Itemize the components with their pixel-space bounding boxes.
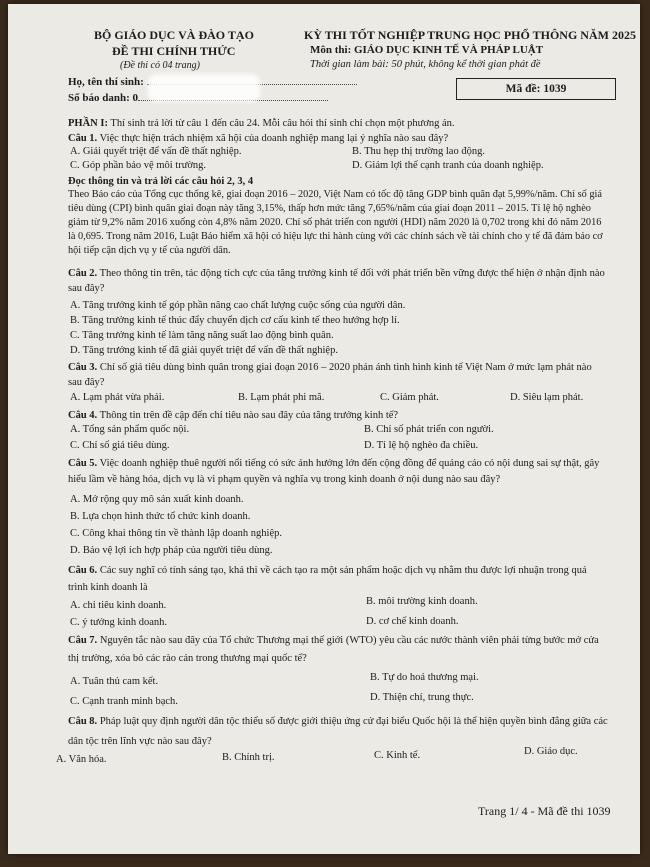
candidate-id-label: Số báo danh: 0 bbox=[68, 92, 328, 104]
q7-stem: Câu 7. Nguyên tắc nào sau đây của Tổ chức Thương mại thế giới (WTO) yêu cầu các nước thành viên phải từng bước mở cửa thị trường, xóa bỏ các rào cản trong thương mại quốc tế? bbox=[68, 635, 599, 664]
q7-option-d[interactable]: D. Thiện chí, trung thực. bbox=[370, 692, 474, 703]
q3-option-b[interactable]: B. Lạm phát phi mã. bbox=[238, 392, 325, 403]
page-count-note: (Đề thi có 04 trang) bbox=[120, 60, 200, 71]
q4-option-a[interactable]: A. Tổng sản phẩm quốc nội. bbox=[70, 424, 190, 435]
q2-stem: Câu 2. Theo thông tin trên, tác động tích cực của tăng trưởng kinh tế đối với phát triển bền vững được thể hiện ở nhận định nào sau đây? bbox=[68, 268, 605, 294]
q6-option-c[interactable]: C. ý tưởng kinh doanh. bbox=[70, 617, 167, 628]
q5-option-c[interactable]: C. Công khai thông tin về thành lập doanh nghiệp. bbox=[70, 528, 283, 539]
q1-stem: Câu 1. Việc thực hiện trách nhiệm xã hội của doanh nghiệp mang lại ý nghĩa nào sau đây? bbox=[68, 133, 449, 144]
q3-option-a[interactable]: A. Lạm phát vừa phải. bbox=[70, 392, 165, 403]
q5-option-a[interactable]: A. Mở rộng quy mô sản xuất kinh doanh. bbox=[70, 494, 244, 505]
redacted-area bbox=[148, 74, 260, 102]
q8-option-b[interactable]: B. Chính trị. bbox=[222, 752, 275, 763]
passage-heading: Đọc thông tin và trả lời các câu hỏi 2, 3, 4 bbox=[68, 176, 254, 187]
q4-option-d[interactable]: D. Tỉ lệ hộ nghèo đa chiều. bbox=[364, 440, 479, 451]
q4-option-c[interactable]: C. Chỉ số giá tiêu dùng. bbox=[70, 440, 170, 451]
ministry-name: BỘ GIÁO DỤC VÀ ĐÀO TẠO bbox=[94, 28, 254, 42]
q1-option-b[interactable]: B. Thu hẹp thị trường lao động. bbox=[352, 146, 485, 157]
q8-option-c[interactable]: C. Kinh tế. bbox=[374, 750, 421, 761]
q7-option-c[interactable]: C. Cạnh tranh minh bạch. bbox=[70, 696, 178, 707]
q6-option-a[interactable]: A. chỉ tiêu kinh doanh. bbox=[70, 600, 167, 611]
official-label: ĐỀ THI CHÍNH THỨC bbox=[112, 44, 236, 58]
q3-option-c[interactable]: C. Giảm phát. bbox=[380, 392, 439, 403]
q1-option-d[interactable]: D. Giảm lợi thế cạnh tranh của doanh nghiệp. bbox=[352, 160, 544, 171]
q4-stem: Câu 4. Thông tin trên đề cập đến chỉ tiêu nào sau đây của tăng trưởng kinh tế? bbox=[68, 410, 399, 421]
part-1-instruction: PHẦN I: Thí sinh trả lời từ câu 1 đến câu 24. Mỗi câu hỏi thí sinh chỉ chọn một phương án. bbox=[68, 118, 455, 129]
q1-option-c[interactable]: C. Góp phần bảo vệ môi trường. bbox=[70, 160, 207, 171]
q1-option-a[interactable]: A. Giải quyết triệt để vấn đề thất nghiệp. bbox=[70, 146, 242, 157]
q6-option-b[interactable]: B. môi trường kinh doanh. bbox=[366, 596, 478, 607]
q4-option-b[interactable]: B. Chỉ số phát triển con người. bbox=[364, 424, 494, 435]
q2-option-c[interactable]: C. Tăng trưởng kinh tế làm tăng năng suất lao động bình quân. bbox=[70, 330, 334, 341]
q7-option-a[interactable]: A. Tuân thủ cam kết. bbox=[70, 676, 159, 687]
exam-code-box: Mã đề: 1039 bbox=[456, 78, 616, 100]
q3-option-d[interactable]: D. Siêu lạm phát. bbox=[510, 392, 584, 403]
q6-stem: Câu 6. Các suy nghĩ có tính sáng tạo, khả thi về cách tạo ra một sản phẩm hoặc dịch vụ nhằm thu được lợi nhuận trong quá trình kinh doanh là bbox=[68, 565, 587, 593]
exam-sheet bbox=[8, 4, 640, 854]
q5-stem: Câu 5. Việc doanh nghiệp thuê người nổi tiếng có sức ảnh hưởng lớn đến cộng đồng để quảng cáo có nội dung sai sự thật, gây hiểu lầm về hàng hóa, dịch vụ là vi phạm quyền và nghĩa vụ trong kinh doanh ở nội dung nào sau đây? bbox=[68, 458, 600, 485]
passage-text: Theo Báo cáo của Tổng cục thống kê, giai đoạn 2016 – 2020, Việt Nam có tốc độ tăng GDP bình quân đạt 5,99%/năm. Chỉ số giá tiêu dùng (CPI) bình quân giai đoạn này tăng 3,15%, thấp hơn mức tăng 7,65%/năm của giai đoạn 2011 – 2015. Tỉ lệ hộ nghèo giảm từ 9,2% năm 2016 xuống còn 4,8% năm 2020. Chỉ số phát triển con người (HDI) năm 2020 là 0,702 trong khi đó năm 2016 là 0,695. Trong năm 2016, Luật Bảo hiểm xã hội có hiệu lực thi hành cùng với các chính sách về tài chính cho y tế đã đảm bảo cơ hội tiếp cận dịch vụ y tế của người dân. bbox=[68, 189, 603, 256]
candidate-name-label: Họ, tên thí sinh: bbox=[68, 76, 357, 88]
q5-option-d[interactable]: D. Bảo vệ lợi ích hợp pháp của người tiêu dùng. bbox=[70, 545, 273, 556]
q2-option-b[interactable]: B. Tăng trưởng kinh tế thúc đẩy chuyển dịch cơ cấu kinh tế theo hướng hợp lí. bbox=[70, 315, 400, 326]
q6-option-d[interactable]: D. cơ chế kinh doanh. bbox=[366, 616, 459, 627]
q8-option-a[interactable]: A. Văn hóa. bbox=[56, 754, 107, 765]
subject-line: Môn thi: GIÁO DỤC KINH TẾ VÀ PHÁP LUẬT bbox=[310, 44, 544, 56]
q8-option-d[interactable]: D. Giáo dục. bbox=[524, 746, 578, 757]
q8-stem: Câu 8. Pháp luật quy định người dân tộc thiểu số được giới thiệu ứng cử đại biểu Quốc hội là thể hiện quyền bình đẳng giữa các dân tộc trên lĩnh vực nào sau đây? bbox=[68, 716, 608, 747]
time-line: Thời gian làm bài: 50 phút, không kể thời gian phát đề bbox=[310, 59, 541, 70]
exam-title: KỲ THI TỐT NGHIỆP TRUNG HỌC PHỔ THÔNG NĂM 2025 bbox=[304, 28, 636, 42]
q5-option-b[interactable]: B. Lựa chọn hình thức tổ chức kinh doanh. bbox=[70, 511, 251, 522]
q7-option-b[interactable]: B. Tự do hoá thương mại. bbox=[370, 672, 479, 683]
q2-option-d[interactable]: D. Tăng trưởng kinh tế đã giải quyết triệt để vấn đề thất nghiệp. bbox=[70, 345, 338, 356]
page-footer: Trang 1/ 4 - Mã đề thi 1039 bbox=[478, 804, 611, 818]
q2-option-a[interactable]: A. Tăng trưởng kinh tế góp phần nâng cao chất lượng cuộc sống của người dân. bbox=[70, 300, 406, 311]
q3-stem: Câu 3. Chỉ số giá tiêu dùng bình quân trong giai đoạn 2016 – 2020 phản ánh tình hình kinh tế Việt Nam ở mức lạm phát nào sau đây? bbox=[68, 362, 592, 388]
